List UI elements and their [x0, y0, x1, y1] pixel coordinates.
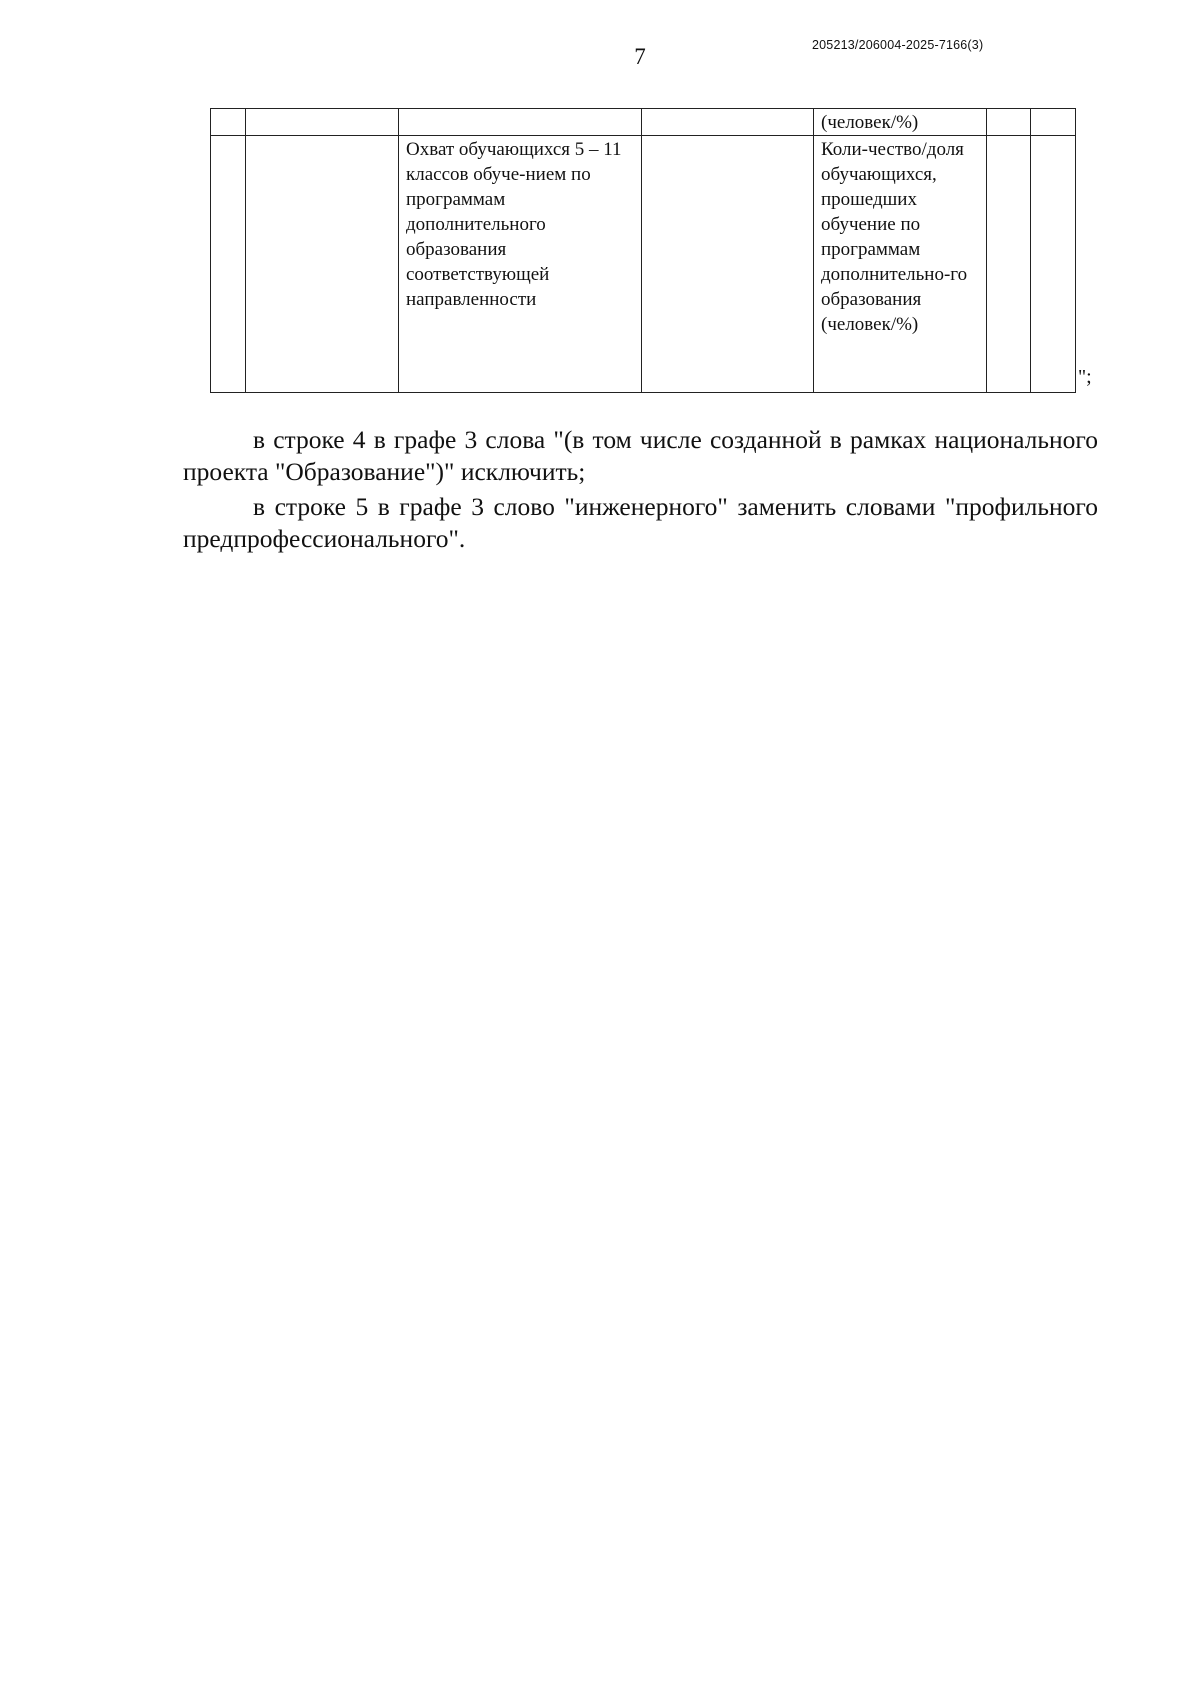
- table-cell: [987, 109, 1031, 136]
- table-cell: [211, 109, 246, 136]
- indicator-table-fragment: [210, 108, 1076, 393]
- table-cell: [1031, 136, 1076, 393]
- table-row: [211, 136, 1076, 393]
- indicator-unit-cell: Коли-чество/доля обучающихся, прошедших обучение по программам дополнительно-го образования (человек/%): [814, 136, 987, 393]
- table-cell: [987, 136, 1031, 393]
- table-cell: [211, 136, 246, 393]
- page-number: 7: [634, 44, 646, 69]
- table-cell: [246, 109, 399, 136]
- document-id: 205213/206004-2025-7166(3): [812, 38, 984, 52]
- amendments-text: [183, 424, 1098, 558]
- amendment-paragraph: в строке 4 в графе 3 слова "(в том числе созданной в рамках национального проекта "Образование")" исключить;: [183, 425, 1098, 486]
- unit-cell: (человек/%): [814, 109, 987, 136]
- table-cell: [246, 136, 399, 393]
- table-cell: [642, 109, 814, 136]
- amendment-paragraph: в строке 5 в графе 3 слово "инженерного" заменить словами "профильного предпрофессионального".: [183, 492, 1098, 553]
- table-cell: [1031, 109, 1076, 136]
- table-cell: [399, 109, 642, 136]
- closing-quote-mark: ";: [1078, 366, 1092, 388]
- table-row: [211, 109, 1076, 136]
- table-cell: [642, 136, 814, 393]
- indicator-name-cell: Охват обучающихся 5 – 11 классов обуче-нием по программам дополнительного образования соответствующей направленности: [399, 136, 642, 393]
